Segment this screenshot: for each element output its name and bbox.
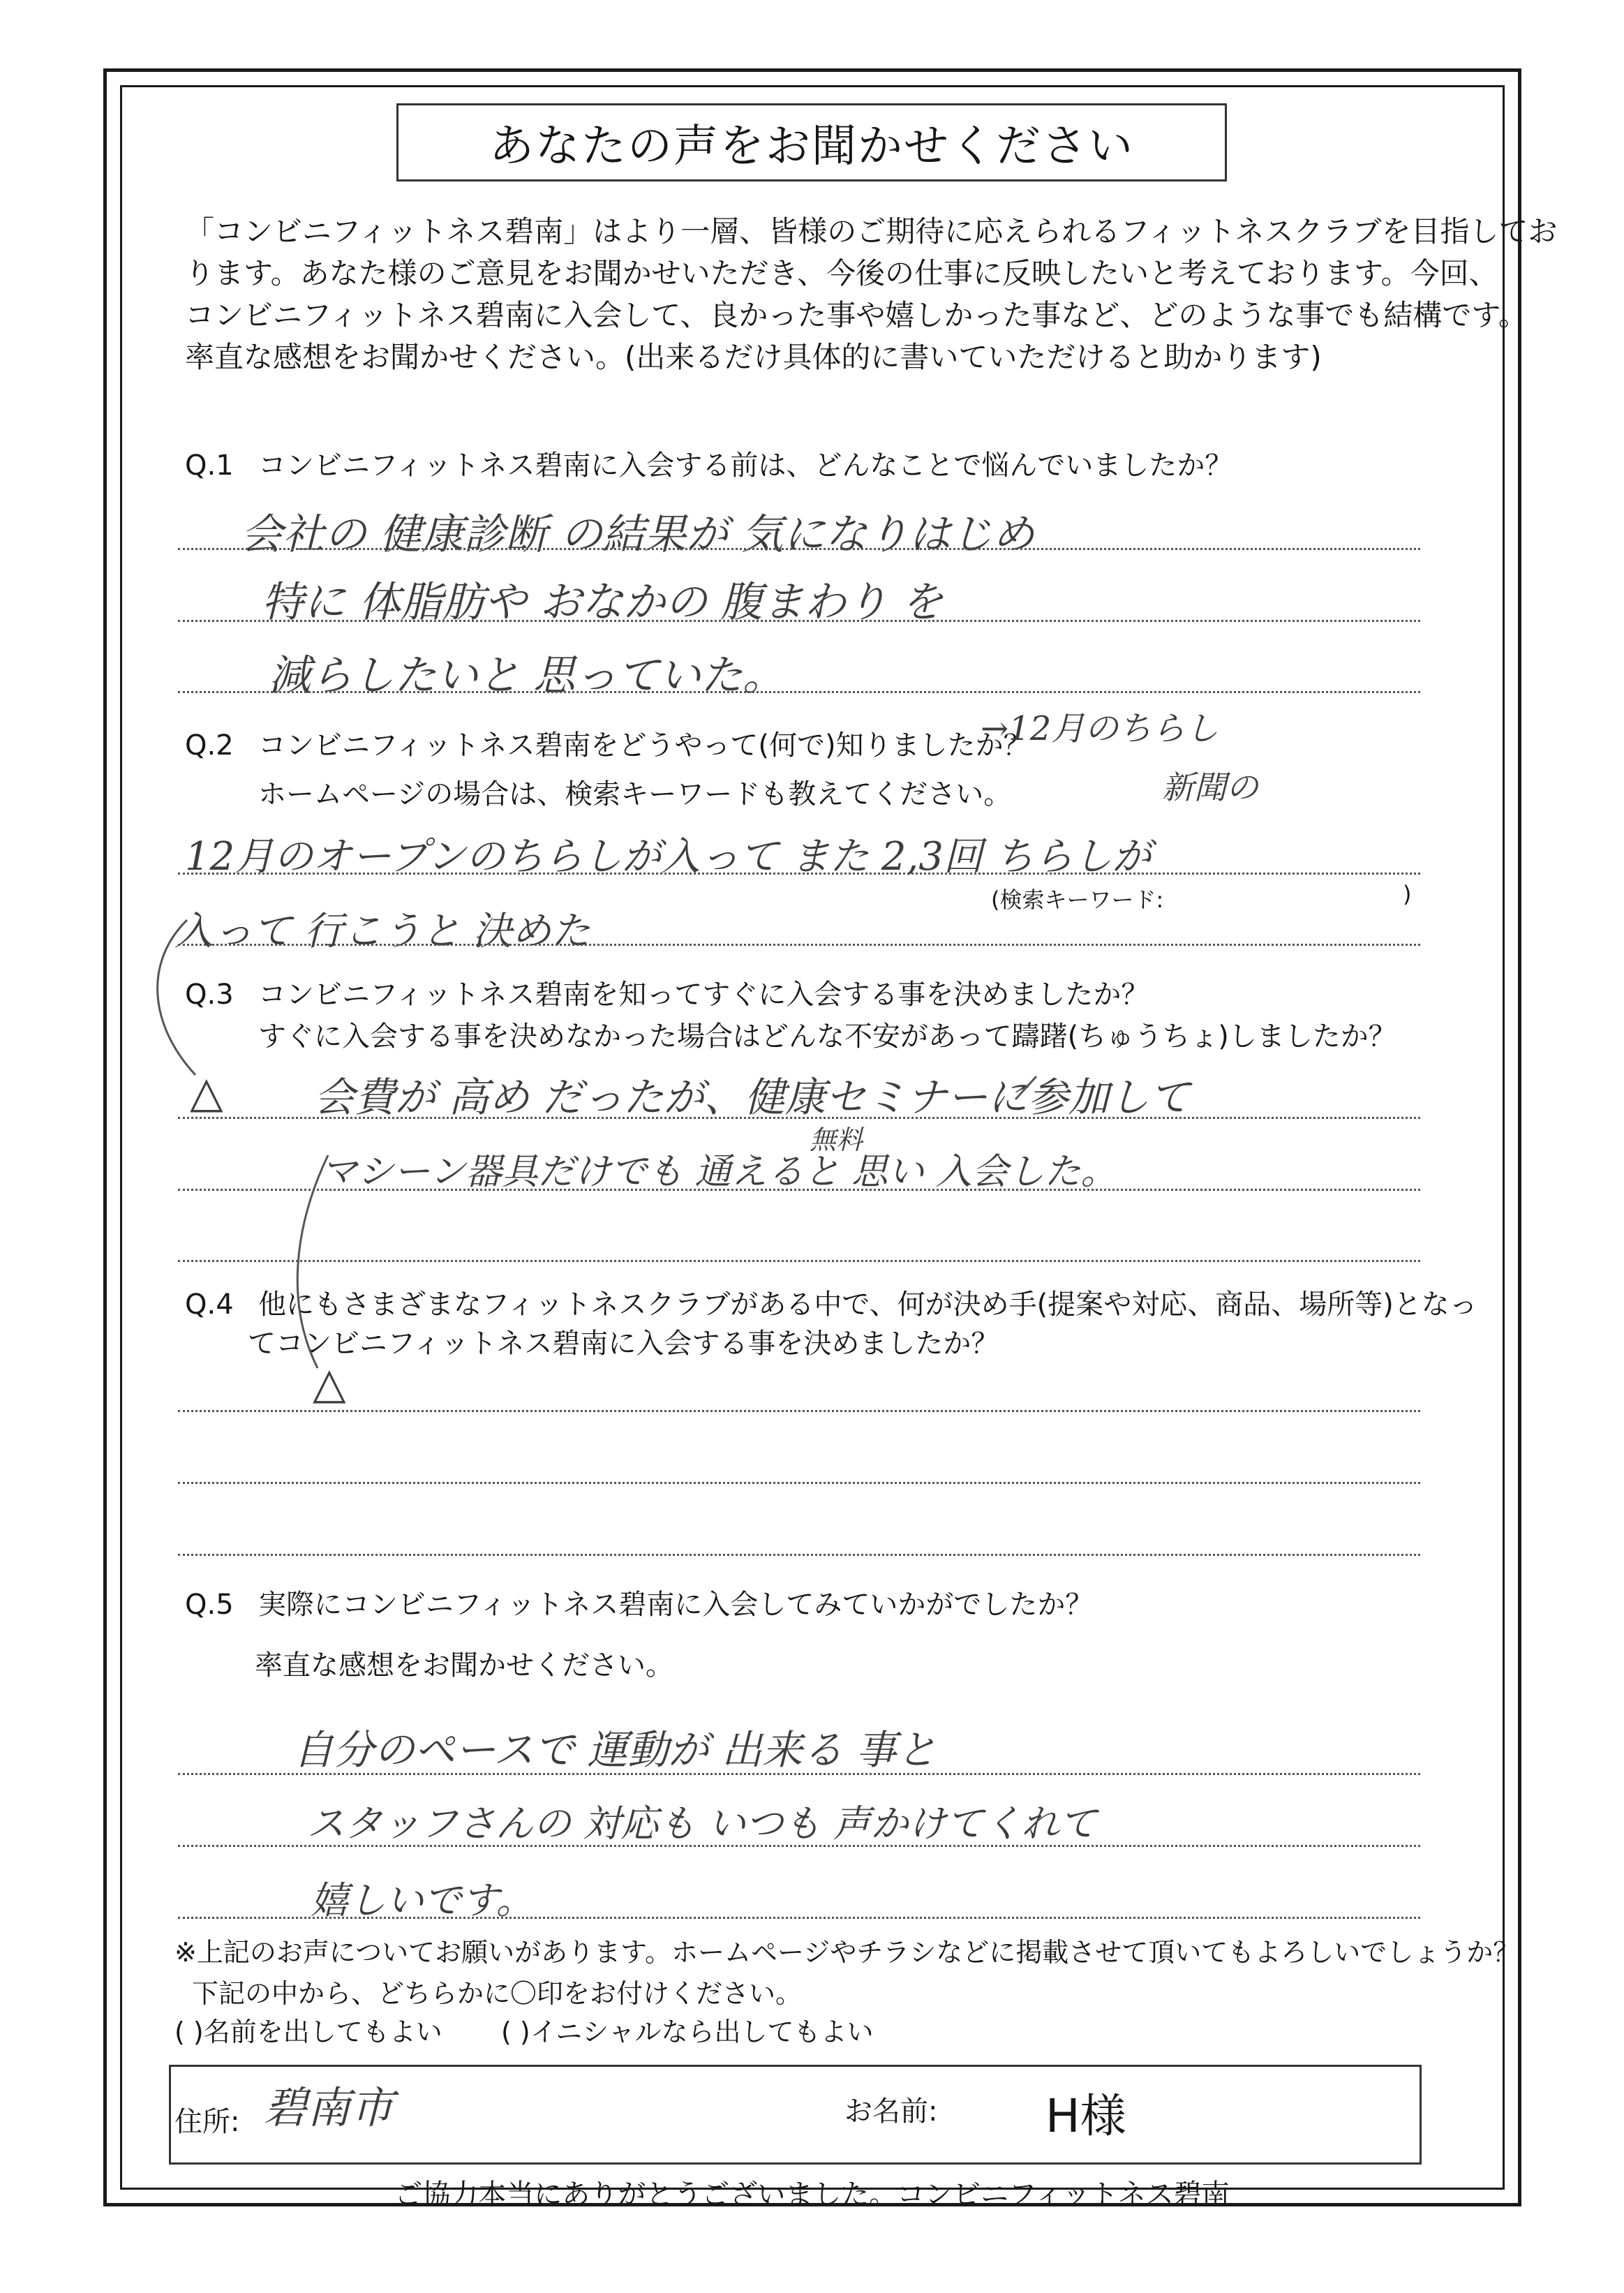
q3-answer-line: マシーン器具だけでも 通えると 思い 入会した。 <box>321 1151 1117 1193</box>
q1-number: Q.1 <box>185 450 234 482</box>
name-label: お名前: <box>844 2095 938 2128</box>
q3-text-1: コンビニフィットネス碧南を知ってすぐに入会する事を決めましたか？ <box>258 979 1149 1011</box>
q5-answer-line: スタッフさんの 対応も いつも 声かけてくれて <box>307 1802 1097 1846</box>
q3-text-2: すぐに入会する事を決めなかった場合はどんな不安があって躊躇(ちゅうちょ)しましたか？ <box>258 1021 1396 1053</box>
q2-number: Q.2 <box>185 729 234 762</box>
keyword-label: (検索キーワード: <box>991 886 1164 913</box>
q2-aside-answer: →12月のちらし <box>981 709 1219 748</box>
q5-number: Q.5 <box>185 1589 234 1621</box>
q3-number: Q.3 <box>185 979 234 1011</box>
q1-answer-line: 特に 体脂肪や おなかの 腹まわり を <box>262 578 944 627</box>
q1-text: コンビニフィットネス碧南に入会する前は、どんなことで悩んでいましたか？ <box>258 450 1233 482</box>
q1-answer-line: 会社の 健康診断 の結果が 気になりはじめ <box>241 510 1035 559</box>
insert-caret-stroke <box>1015 1076 1036 1099</box>
name-value[interactable]: H様 <box>1045 2089 1126 2143</box>
q2-answer-line: 入って 行こうと 決めた <box>174 909 590 954</box>
q4-text-2: てコンビニフィットネス碧南に入会する事を決めましたか？ <box>248 1328 999 1360</box>
address-label: 住所: <box>174 2106 240 2138</box>
q5-text-1: 実際にコンビニフィットネス碧南に入会してみていかがでしたか？ <box>258 1589 1094 1621</box>
keyword-close: ) <box>1403 881 1412 907</box>
consent-option-initials[interactable]: ( )イニシャルなら出してもよい <box>501 2017 874 2047</box>
q5-answer-line: 自分のペースで 運動が 出来る 事と <box>293 1726 937 1774</box>
q2-note-above: 新聞の <box>1162 769 1258 806</box>
q5-text-2: 率直な感想をお聞かせください。 <box>255 1649 673 1682</box>
intro-line: ります。あなた様のご意見をお聞かせいただき、今後の仕事に反映したいと考えております。今回、 <box>185 256 1498 290</box>
q4-text-1: 他にもさまざまなフィットネスクラブがある中で、何が決め手(提案や対応、商品、場所等)となっ <box>258 1289 1477 1321</box>
intro-line: コンビニフィットネス碧南に入会して、良かった事や嬉しかった事など、どのような事でも結構です。 <box>185 298 1528 332</box>
footer-thanks: ご協力本当にありがとうございました。コンビニフィットネス碧南 <box>394 2179 1230 2211</box>
address-value[interactable]: 碧南市 <box>264 2082 394 2133</box>
consent-instruction: 下記の中から、どちらかに〇印をお付けください。 <box>192 1978 803 2009</box>
q3-answer-line: 会費が 高め だったが、健康セミナーに参加して <box>314 1074 1190 1121</box>
q1-answer-line: 減らしたいと 思っていた。 <box>269 651 785 700</box>
q4-mark: △ <box>313 1358 346 1409</box>
q3-mark: △ <box>190 1067 223 1118</box>
q2-answer-line: 12月のオープンのちらしが入って また 2,3回 ちらしが <box>185 834 1152 880</box>
q3-to-q4-arrow-stroke <box>297 1155 328 1368</box>
q4-number: Q.4 <box>185 1289 234 1321</box>
q2-to-q3-arrow-stroke <box>158 920 195 1075</box>
consent-option-name[interactable]: ( )名前を出してもよい <box>174 2017 442 2047</box>
q3-note-above: 無料 <box>810 1125 863 1155</box>
intro-line: 「コンビニフィットネス碧南」はより一層、皆様のご期待に応えられるフィットネスクラブを目指してお <box>185 214 1558 248</box>
q2-text-2: ホームページの場合は、検索キーワードも教えてください。 <box>258 778 1012 810</box>
intro-line: 率直な感想をお聞かせください。(出来るだけ具体的に書いていただけると助かります) <box>185 340 1322 374</box>
consent-note: ※上記のお声についてお願いがあります。ホームページやチラシなどに掲載させて頂いてもよろしいでしょうか？ <box>174 1937 1520 1968</box>
page-title: あなたの声をお聞かせください <box>396 103 1227 181</box>
q2-text-1: コンビニフィットネス碧南をどうやって(何で)知りましたか？ <box>258 729 1031 762</box>
q5-answer-line: 嬉しいです。 <box>311 1878 534 1922</box>
